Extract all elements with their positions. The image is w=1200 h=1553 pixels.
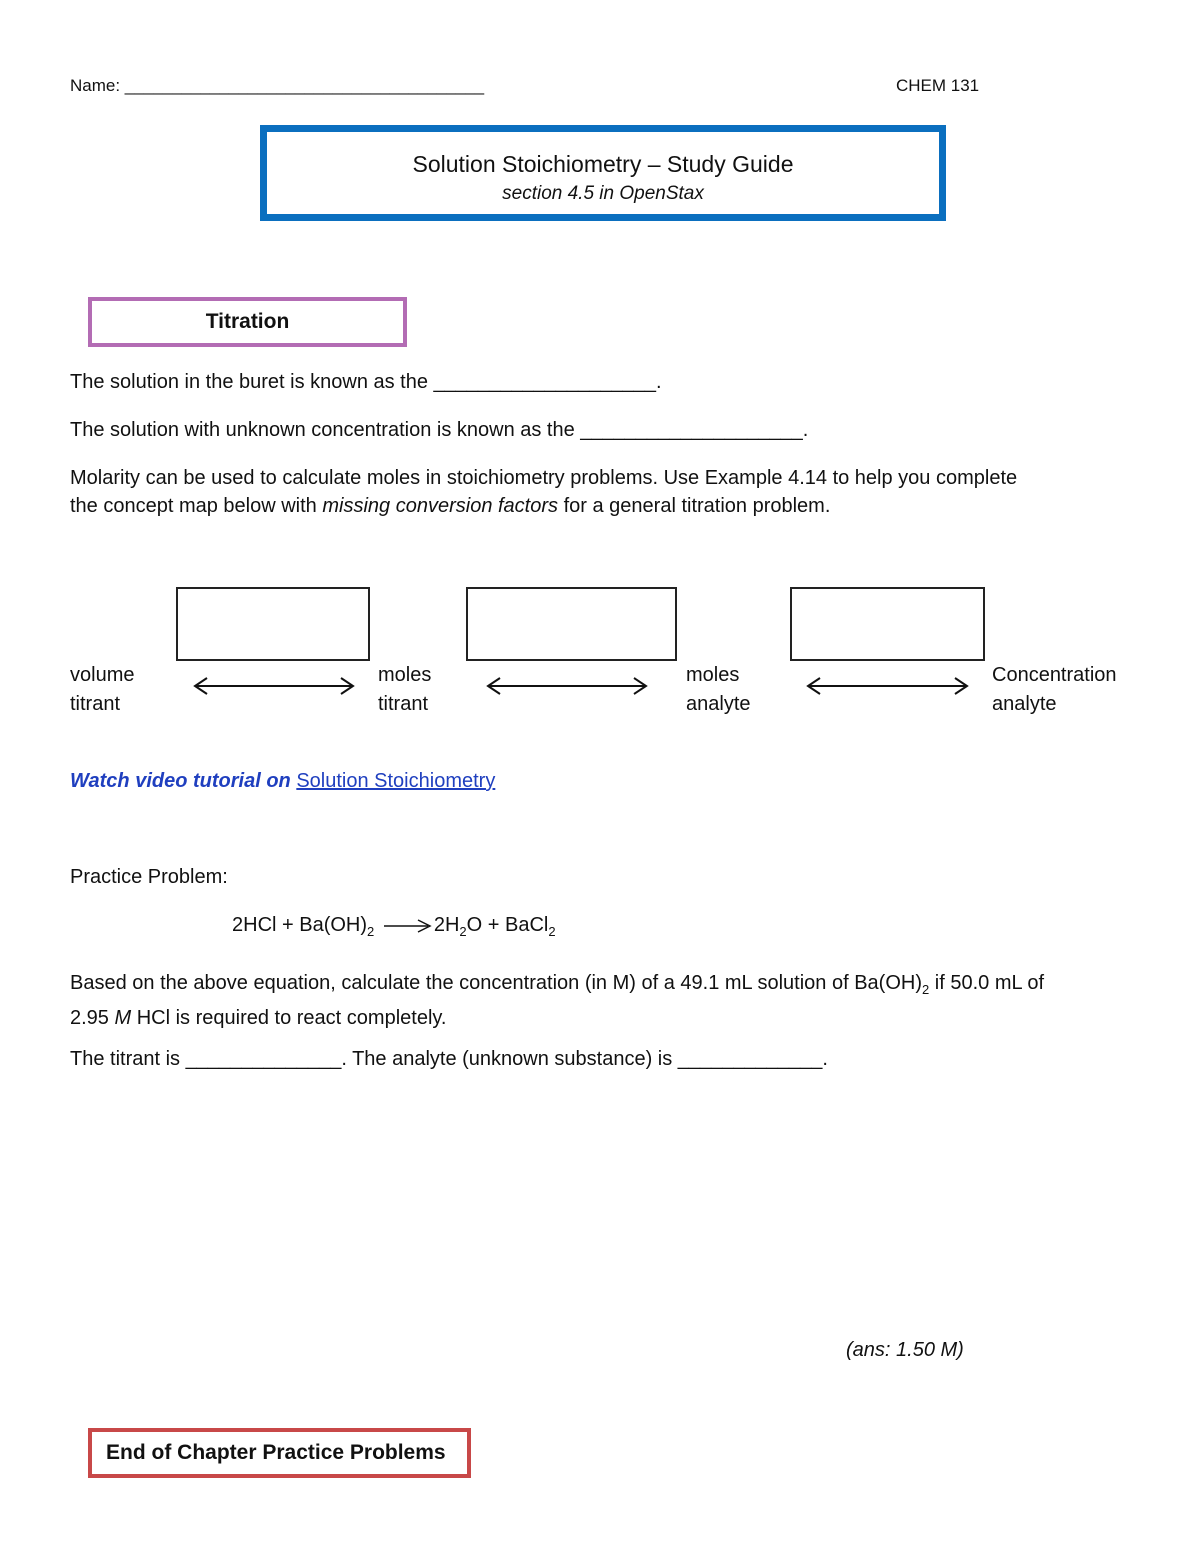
node-line: Concentration xyxy=(992,664,1117,686)
problem-line-1a: Based on the above equation, calculate the concentration (in M) of a 49.1 mL solution of Ba(OH) xyxy=(70,972,922,994)
titration-heading: Titration xyxy=(88,297,407,347)
concept-map-arrows xyxy=(0,0,1200,760)
equation-subscript: 2 xyxy=(459,924,467,939)
equation-reactants: 2HCl + Ba(OH) xyxy=(232,914,368,936)
equation-product-bacl: O + BaCl xyxy=(466,914,549,936)
answer-text: (ans: 1.50 M) xyxy=(846,1339,964,1361)
instructions-line-2b: for a general titration problem. xyxy=(558,495,831,517)
node-line: analyte xyxy=(992,693,1057,715)
double-arrow-3-icon xyxy=(808,678,967,694)
question-buret: The solution in the buret is known as the ____________________. xyxy=(70,371,662,393)
problem-line-2a: 2.95 xyxy=(70,1007,115,1029)
problem-line-2b: HCl is required to react completely. xyxy=(131,1007,447,1029)
question-unknown: The solution with unknown concentration is known as the ____________________. xyxy=(70,419,809,441)
instructions-emphasis: missing conversion factors xyxy=(322,495,559,517)
problem-molarity-unit: M xyxy=(114,1007,132,1029)
node-line: moles xyxy=(686,664,740,686)
end-of-chapter-heading: End of Chapter Practice Problems xyxy=(88,1428,471,1478)
problem-line-1b: if 50.0 mL of xyxy=(929,972,1045,994)
chemical-equation xyxy=(232,911,556,946)
equation-product-water: 2H xyxy=(433,914,460,936)
equation-subscript: 2 xyxy=(367,924,375,939)
node-line: volume xyxy=(70,664,135,686)
instructions-line-2a: the concept map below with xyxy=(70,495,323,517)
reaction-arrow-icon xyxy=(382,919,434,933)
node-line: titrant xyxy=(70,693,121,715)
instructions-line-1: Molarity can be used to calculate moles in stoichiometry problems. Use Example 4.14 to help you complete xyxy=(70,467,1018,489)
titrant-analyte-fill: The titrant is ______________. The analyte (unknown substance) is _____________. xyxy=(70,1048,828,1070)
node-line: moles xyxy=(378,664,432,686)
problem-statement xyxy=(70,969,1170,1032)
page-title: Solution Stoichiometry – Study Guide xyxy=(412,151,794,177)
practice-heading: Practice Problem: xyxy=(70,866,228,888)
double-arrow-1-icon xyxy=(195,678,353,694)
course-label: CHEM 131 xyxy=(896,76,980,95)
video-link[interactable]: Solution Stoichiometry xyxy=(296,770,496,792)
node-line: titrant xyxy=(378,693,429,715)
double-arrow-2-icon xyxy=(488,678,646,694)
video-prefix: Watch video tutorial on xyxy=(70,770,291,792)
problem-subscript: 2 xyxy=(921,982,930,997)
node-line: analyte xyxy=(686,693,751,715)
equation-subscript: 2 xyxy=(548,924,556,939)
video-line xyxy=(70,767,495,795)
page-subtitle: section 4.5 in OpenStax xyxy=(502,183,704,204)
name-field-label: Name: ______________________________________ xyxy=(70,76,485,95)
